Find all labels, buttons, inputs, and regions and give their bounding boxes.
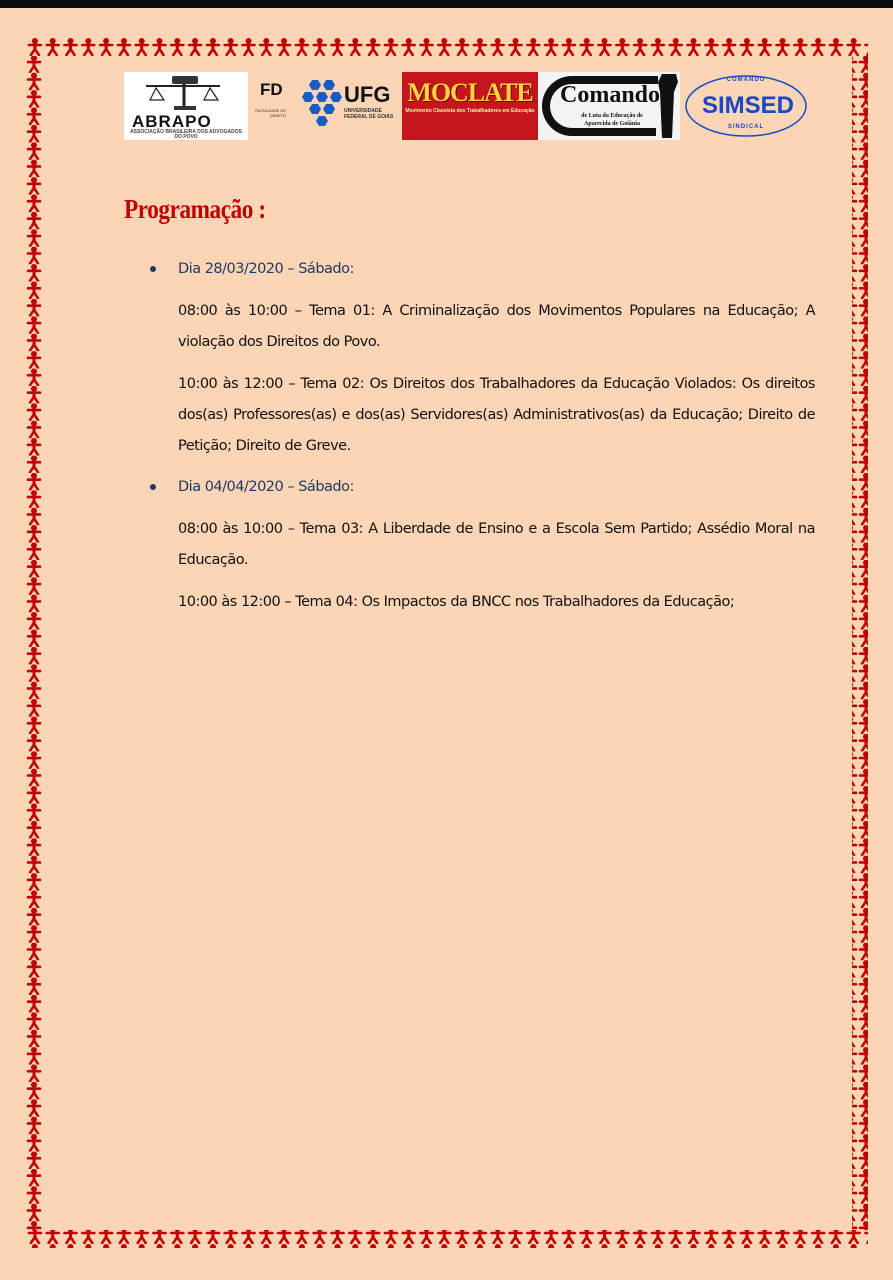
ufg-name: UFG: [344, 82, 391, 107]
schedule: [178, 255, 815, 618]
schedule-day-2: [178, 473, 815, 501]
schedule-item: 10:00 às 12:00 – Tema 02: Os Direitos dos Trabalhadores da Educação Violados: Os direitos dos(as) Professores(as) e dos(as) Servidores(as) Administrativos(as) da Educação; Direito de Petição; Direito de Greve.: [178, 376, 815, 454]
fd-logo: [248, 72, 294, 140]
comando-name: Comando: [560, 82, 661, 108]
page-title: Programação :: [124, 194, 266, 224]
ufg-hexagon-icon: [298, 72, 344, 140]
simsed-name: SIMSED: [701, 92, 794, 119]
ufg-logo: [298, 72, 402, 140]
schedule-item: 08:00 às 10:00 – Tema 03: A Liberdade de Ensino e a Escola Sem Partido; Assédio Moral na Educação.: [178, 521, 815, 568]
ufg-subtitle: UNIVERSIDADE FEDERAL DE GOIÁS: [344, 108, 394, 120]
schedule-item: 10:00 às 12:00 – Tema 04: Os Impactos da BNCC nos Trabalhadores da Educação;: [178, 594, 735, 610]
comando-logo: [538, 72, 680, 140]
simsed-bottom: SINDICAL: [727, 124, 765, 130]
abrapo-logo: [124, 72, 248, 140]
abrapo-name: ABRAPO: [132, 112, 212, 131]
fd-subtitle: FACULDADE DE DIREITO: [255, 108, 286, 118]
scales-of-justice-icon: [124, 72, 248, 112]
moclate-logo: [402, 72, 538, 140]
top-bar: [0, 0, 893, 8]
fd-name: FD: [260, 80, 283, 99]
day-2-label: Dia 04/04/2020 – Sábado:: [178, 479, 354, 495]
bullet-icon: [150, 484, 156, 490]
moclate-name: MOCLATE: [407, 78, 533, 107]
moclate-subtitle: Movimento Classista dos Trabalhadores em Educação: [405, 108, 535, 114]
bullet-icon: [150, 266, 156, 272]
simsed-top: COMANDO: [726, 77, 766, 83]
comando-subtitle: de Luta da Educação de Aparecida de Goiânia: [581, 113, 643, 127]
simsed-logo: [680, 72, 812, 140]
schedule-day-1: [178, 255, 815, 283]
logo-strip: [124, 72, 812, 140]
abrapo-subtitle: ASSOCIAÇÃO BRASILEIRA DOS ADVOGADOS DO POVO: [130, 129, 242, 140]
schedule-item: 08:00 às 10:00 – Tema 01: A Criminalização dos Movimentos Populares na Educação; A violação dos Direitos do Povo.: [178, 303, 815, 350]
day-1-label: Dia 28/03/2020 – Sábado:: [178, 261, 354, 277]
